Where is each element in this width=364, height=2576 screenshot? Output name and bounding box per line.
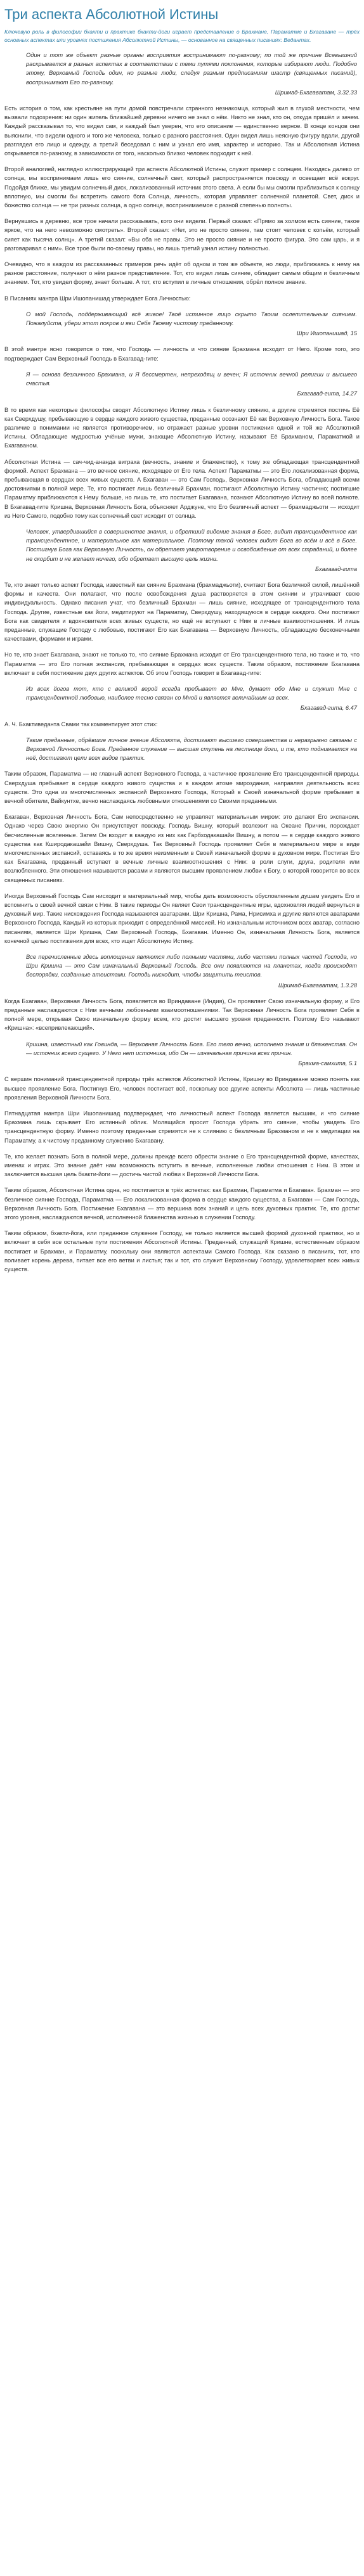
paragraph: Те, кто знает только аспект Господа, известный как сияние Брахмана (брахмаджьоти), считают Бога безличной силой, лишённой формы и качеств. Они полагают, что после освобождения душа растворяется в этом сиянии и утрачивает свою индивидуальность. Однако писания учат, что безличный Брахман — лишь сияние, исходящее от трансцендентного тела Господа. Другие, известные как йоги, медитируют на Параматму, Сверхдушу, находящуюся в сердце каждого. Они постигают Бога как свидетеля и вдохновителя всех живых существ, но ещё не вступают с Ним в личные взаимоотношения. И лишь преданные, служащие Господу с любовью, постигают Его как Бхагавана — Верховную Личность, обладающую бесконечными качествами, формами и играми. xyxy=(4,581,360,643)
scripture-quote xyxy=(4,51,360,97)
scripture-quote xyxy=(4,736,360,763)
scripture-quote xyxy=(4,310,360,338)
scripture-quote xyxy=(4,527,360,574)
paragraph: Те, кто желает познать Бога в полной мере, должны прежде всего обрести знание о Его трансцендентной форме, качествах, именах и играх. Это знание даёт нам возможность вступить в вечные, исполненные любви отношения с Ним. В этом и заключается высшая цель бхакти-йоги — достичь чистой любви к Верховной Личности Бога. xyxy=(4,1153,360,1178)
paragraph: Пятнадцатая мантра Шри Ишопанишад подтверждает, что личностный аспект Господа является высшим, и что сияние Брахмана лишь скрывает Его истинный облик. Молящийся просит Господа убрать это сияние, чтобы увидеть Его трансцендентную форму. Именно поэтому преданные стремятся не к слиянию с безличным Брахманом и не к медитации на Параматму, а к чистому преданному служению Бхагавану. xyxy=(4,1110,360,1144)
paragraph: С вершин пониманий трансцендентной природы трёх аспектов Абсолютной Истины, Кришну во Вриндаване можно понять как высшее проявление Бога. Постигнув Его, человек постигает всё, поскольку все другие аспекты Абсолюта — лишь частичные проявления Верховной Личности Бога. xyxy=(4,1076,360,1101)
paragraph: В этой мантре ясно говорится о том, что Господь — личность и что сияние Брахмана исходит от Него. Кроме того, это подтверждает Сам Верховный Господь в Бхагавад-гите: xyxy=(4,346,360,362)
quote-source: Шримад-Бхагаватам, 3.32.33 xyxy=(275,89,357,96)
quote-text: Все перечисленные здесь воплощения являются либо полными частями, либо частями полных частей Господа, но Шри Кришна — это Сам изначальный Верховный Господь. Все они появляются на планетах, когда происходят беспорядки, созданные атеистами. Господь нисходит, чтобы защитить теистов. xyxy=(26,954,357,978)
quote-source: Бхагавад-гита, 6.47 xyxy=(300,705,357,712)
quote-text: О мой Господь, поддерживающий всё живое! Твоё истинное лицо скрыто Твоим ослепительным сиянием. Пожалуйста, убери этот покров и яви Себя Твоему чистому преданному. xyxy=(26,311,357,327)
quote-text: Из всех йогов тот, кто с великой верой всегда пребывает во Мне, думает обо Мне и служит Мне с трансцендентной любовью, наиболее тесно связан со Мной и является величайшим из всех. xyxy=(26,685,357,702)
paragraph: Второй аналогией, наглядно иллюстрирующей три аспекта Абсолютной Истины, служит пример с солнцем. Находясь далеко от солнца, мы воспринимаем лишь его сияние, солнечный свет, который распространяется повсюду и освещает всё вокруг. Подойдя ближе, мы увидим солнечный диск, локализованный источник этого света. А если бы мы смогли приблизиться к солнцу вплотную, мы смогли бы встретить самого бога Солнца, личность, которая управляет солнечной планетой. Свет, диск и божество солнца — не три разных солнца, а одно солнце, воспринимаемое с разной степенью полноты. xyxy=(4,166,360,209)
quote-source: Бхагавад-гита xyxy=(315,565,357,572)
paragraph: Но те, кто знает Бхагавана, знают не только то, что сияние Брахмана исходит от Его трансцендентного тела, но также и то, что Параматма — это Его полная экспансия, пребывающая в сердцах всех существ. Таким образом, постижение Бхагавана включает в себя постижение двух других аспектов. Об этом Господь говорит в Бхагавад-гите: xyxy=(4,651,360,676)
article-body xyxy=(4,51,360,1274)
paragraph: А. Ч. Бхактиведанта Свами так комментирует этот стих: xyxy=(4,721,158,727)
paragraph: Есть история о том, как крестьяне на пути домой повстречали странного незнакомца, который жил в глухой местности, чем вызвали подозрения: ни один житель ближайшей деревни ничего не знал о нём. Никто не знал, кто он, откуда пришёл и зачем. Каждый рассказывал то, что видел сам, и каждый был уверен, что его описание — единственно верное. В конце концов они выяснили, что видели одного и того же человека, только с разного расстояния. Один видел лишь неясную фигуру вдали, другой разглядел его лицо и одежду, а третий беседовал с ним и узнал его имя, характер и историю. Так и Абсолютная Истина открывается по-разному, в зависимости от того, насколько близко человек подходит к ней. xyxy=(4,105,360,157)
paragraph: Иногда Верховный Господь Сам нисходит в материальный мир, чтобы дать возможность обусловленным душам увидеть Его и вспомнить о своей вечной связи с Ним. В такие периоды Он являет Свои трансцендентные игры, вдохновляя людей вернуться в духовный мир. Такие нисхождения Господа называются аватарами. Шри Кришна, Рама, Нрисимха и другие являются аватарами Верховного Господа, Каждый из которых приходит с определённой миссией. Но изначальным источником всех аватар, согласно писаниям, является Шри Кришна, Сам Верховный Господь, Бхагаван. Именно Он, изначальная Личность Бога, является конечной целью постижения для всех, кто ищет Абсолютную Истину. xyxy=(4,892,360,944)
scripture-quote xyxy=(4,1040,360,1068)
quote-source: Брахма-самхита, 5.1 xyxy=(298,1060,357,1067)
scripture-quote xyxy=(4,370,360,399)
quote-text: Кришна, известный как Говинда, — Верховная Личность Бога. Его тело вечно, исполнено знания и блаженства. Он — источник всего сущего. У Него нет источника, ибо Он — изначальная причина всех причин. xyxy=(26,1041,357,1056)
paragraph: Когда Бхагаван, Верховная Личность Бога, появляется во Вриндаване (Индия), Он проявляет Свою изначальную форму, и Его преданные наслаждаются с Ним вечными любовными взаимоотношениями. Так Верховная Личность Бога проявляет Себя в полной мере, открывая Свою изначальную форму всем, кто достиг высшего уровня преданности. Поэтому Его называют «Кришна»: «всепривлекающий». xyxy=(4,997,360,1032)
scripture-quote xyxy=(4,952,360,990)
article-title: Три аспекта Абсолютной Истины xyxy=(4,6,219,22)
paragraph: В Писаниях мантра Шри Ишопанишад утверждает Бога Личностью: xyxy=(4,295,191,302)
paragraph: Таким образом, Параматма — не главный аспект Верховного Господа, а частичное проявление Его трансцендентной природы. Сверхдуша пребывает в сердце каждого живого существа и в каждом атоме мироздания, направляя деятельность всех существ. Это одна из многочисленных экспансий Верховного Господа, Который в Своей изначальной форме пребывает в вечной обители, Вайкунтхе, вечно наслаждаясь любовными отношениями со Своими преданными. xyxy=(4,771,360,805)
paragraph: Абсолютная Истина — сач-чид-ананда виграха (вечность, знание и блаженство), к тому же обладающая трансцендентной формой. Аспект Брахмана — это вечное сияние, исходящее от Его тела. Аспект Параматмы — это Его локализованная форма, пребывающая в сердцах всех живых существ. А Бхагаван — это Сам Господь, Верховная Личность Бога, обладающий всеми достояниями в полной мере. Те, кто постигает лишь безличный Брахман, постигают Абсолютную Истину частично; постигшие Параматму приближаются к Нему больше, но лишь те, кто постигает Бхагавана, познают Абсолютную Истину во всей полноте. В Бхагавад-гите Кришна, Верховная Личность Бога, объясняет Арджуне, что Его безличный аспект — брахмаджьоти — исходит из Него Самого, подобно тому как солнечный свет исходит от солнца. xyxy=(4,458,360,519)
paragraph: Очевидно, что в каждом из рассказанных примеров речь идёт об одном и том же объекте, но люди, приближаясь к нему на разное расстояние, получают о нём разное представление. Тот, кто видел лишь сияние, обладает самым общим и безличным знанием. Тот, кто увидел форму, знает больше. А тот, кто вступил в личные отношения, обрёл полное знание. xyxy=(4,261,360,286)
quote-source: Шримад-Бхагаватам, 1.3.28 xyxy=(278,982,357,989)
quote-text: Такие преданные, обрёвшие личное знание Абсолюта, достигают высшего совершенства и неразрывно связаны с Верховной Личностью Бога. Преданное служение — высшая ступень на лестнице йоги, и те, кто поднимается на неё, достигают цели всех видов практик. xyxy=(26,736,357,762)
paragraph: Таким образом, бхакти-йога, или преданное служение Господу, не только является высшей формой духовной практики, но и включает в себя все остальные пути постижения Абсолютной Истины. Преданный, служащий Кришне, естественным образом постигает и Брахман, и Параматму, поскольку они являются аспектами Самого Господа. Как сказано в писаниях, тот, кто поливает корень дерева, питает все его ветви и листья; так и тот, кто служит Верховному Господу, удовлетворяет всех живых существ. xyxy=(4,1230,360,1272)
quote-text: Человек, утвердившийся в совершенстве знания, и обретший видение знания в Боге, видит трансцендентное как трансцендентное, и материальное как материальное. Поэтому такой человек видит Бога во всём и всё в Боге. Постигнув Бога как Верховную Личность, он обретает умиротворение и освобождение от всех страданий, и более не скорбит и не желает ничего, ибо обретает высшую цель жизни. xyxy=(26,528,357,562)
quote-source: Бхагавад-гита, 14.27 xyxy=(297,390,357,397)
paragraph: В то время как некоторые философы сводят Абсолютную Истину лишь к безличному сиянию, а другие стремятся постичь Её как Сверхдушу, пребывающую в сердце каждого живого существа, преданные осознают Её как Верховную Личность Бога. Такое различие в понимании не является противоречием, но отражает разные уровни постижения одной и той же Абсолютной Истины. Обладающие мудростью учёные мужи, знающие Абсолютную Истину, называют Её Брахманом, Параматмой и Бхагаваном. xyxy=(4,406,360,449)
quote-text: Я — основа безличного Брахмана, и Я бессмертен, непреходящ и вечен; Я источник вечной религии и высшего счастья. xyxy=(26,371,357,387)
paragraph: Вернувшись в деревню, все трое начали рассказывать, кого они видели. Первый сказал: «Прямо за холмом есть сияние, такое яркое, что на него невозможно смотреть». Второй сказал: «Нет, это не просто сияние, там стоит человек с копьём, который сияет как тысяча солнц». А третий сказал: «Вы оба не правы. Это не просто сияние и не просто фигура. Это сам царь, и я разговаривал с ним». Все трое были по-своему правы, но лишь третий узнал истину полностью. xyxy=(4,218,360,252)
article-lead: Ключевую роль в философии бхакти и практике бхакти-йоги играет представление о Брахмане, Параматме и Бхагаване — трёх основных аспектах или уровнях постижения Абсолютной Истины, — основанное на священных писаниях: Ведантах. xyxy=(4,29,360,43)
quote-text: Один и тот же объект разные органы восприятия воспринимают по-разному; по той же причине Всевышний раскрывается в разных аспектах в соответствии с теми путями поклонения, которые избирают люди. Подобно этому, Верховный Господь один, но разные люди, следуя разным предписаниям шастр (священных писаний), воспринимают Его по-разному. xyxy=(26,52,357,86)
quote-source: Шри Ишопанишад, 15 xyxy=(296,330,357,337)
paragraph: Таким образом, Абсолютная Истина одна, но постигается в трёх аспектах: как Брахман, Параматма и Бхагаван. Брахман — это безличное сияние Господа, Параматма — Его локализованная форма в сердце каждого существа, а Бхагаван — Сам Господь, Верховная Личность Бога. Постижение Бхагавана — это вершина всех знаний и цель всех духовных практик. Те, кто достиг этого уровня, наслаждаются вечной, исполненной блаженства жизнью в служении Господу. xyxy=(4,1187,360,1221)
scripture-quote xyxy=(4,684,360,713)
paragraph: Бхагаван, Верховная Личность Бога, Сам непосредственно не управляет материальным миром: это делают Его экспансии. Однако через Свою энергию Он присутствует повсюду. Господь Вишну, который возлежит на Океане Причин, порождает бесчисленные вселенные. Затем Он входит в каждую из них как Гарбходакашайи Вишну, а потом — в сердце каждого живого существа как Кширодакашайи Вишну, Сверхдуша. Так Верховный Господь проявляет Себя в материальном мире в виде многочисленных экспансий, оставаясь в то же время неизменным в Своей изначальной форме в духовном мире. Постигая Его как Бхагавана, преданный вступает в вечные личные взаимоотношения с Ним: в роли слуги, друга, родителя или возлюбленного. Эти отношения называются расами и являются высшим проявлением любви к Богу, о которой говорится во всех священных писаниях. xyxy=(4,814,360,883)
